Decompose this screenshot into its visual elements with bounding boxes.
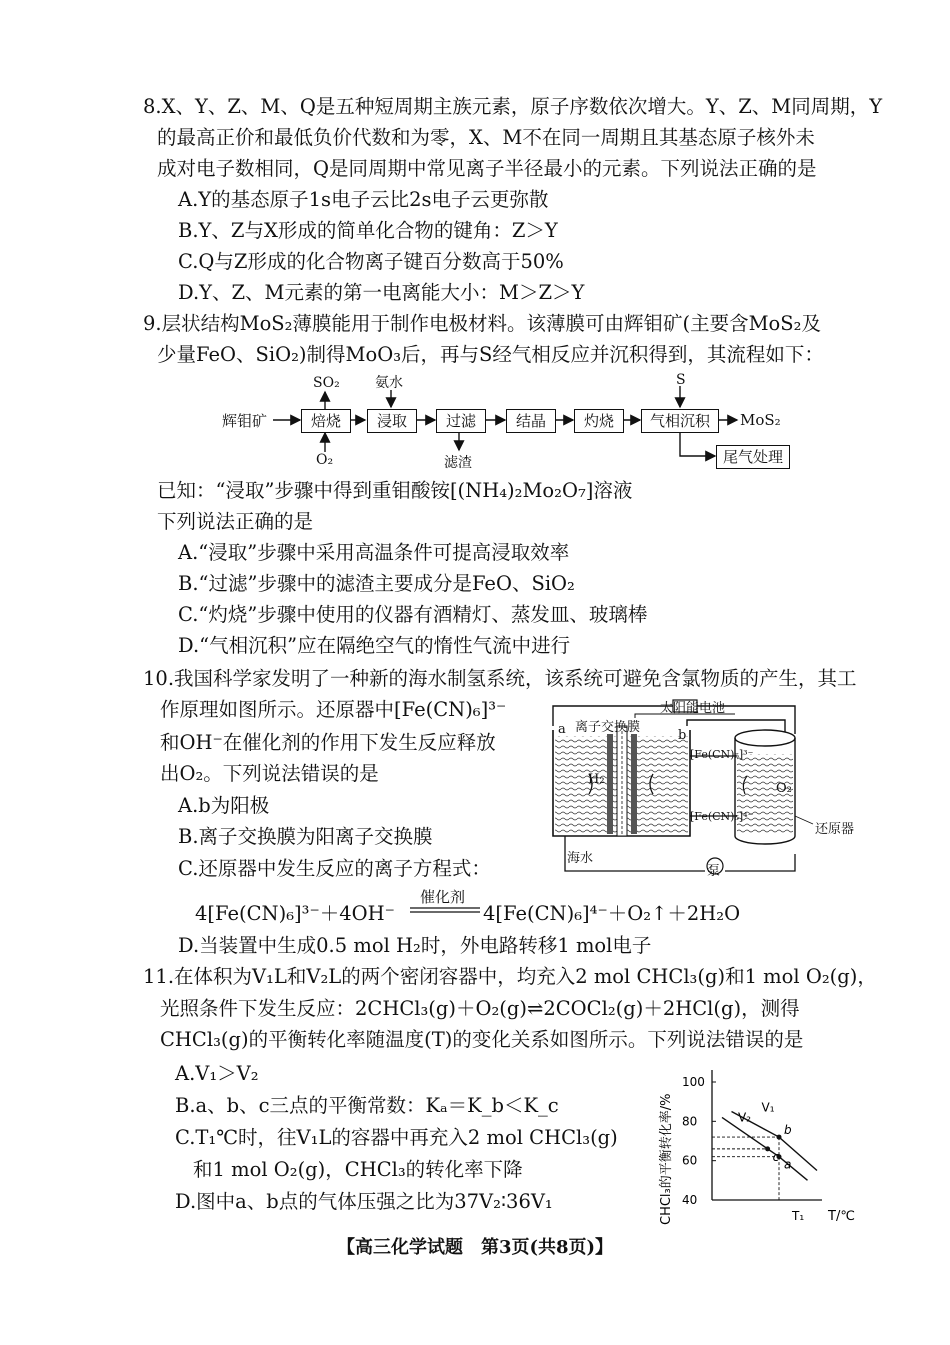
chart-y-label: CHCl₃的平衡转化率/%: [659, 1093, 674, 1225]
diagram-solar-cell: 太阳能电池: [660, 701, 726, 716]
flow-step-leach: 浸取: [367, 409, 417, 433]
q9-known: 已知：“浸取”步骤中得到重钼酸铵[(NH₄)₂Mo₂O₇]溶液: [157, 479, 633, 502]
q10-equation-left: 4[Fe(CN)₆]³⁻＋4OH⁻: [195, 902, 395, 925]
q10-stem-line-2: 作原理如图所示。还原器中[Fe(CN)₆]³⁻: [160, 698, 507, 721]
chart-y-tick-60: 60: [682, 1153, 698, 1168]
flow-step-deposition: 气相沉积: [641, 409, 719, 433]
q10-option-c: C.还原器中发生反应的离子方程式：: [178, 857, 491, 880]
chart-point-c: [765, 1146, 770, 1151]
q10-equation-catalyst: 催化剂: [420, 888, 466, 906]
diagram-h2: H₂: [588, 772, 605, 787]
diagram-fe-cn-3: [Fe(CN)₆]³⁻: [690, 748, 754, 761]
q10-option-d: D.当装置中生成0.5 mol H₂时，外电路转移1 mol电子: [178, 934, 652, 957]
q11-stem-line-3: CHCl₃(g)的平衡转化率随温度(T)的变化关系如图所示。下列说法错误的是: [160, 1028, 804, 1051]
q8-stem-line-1: 8.X、Y、Z、M、Q是五种短周期主族元素，原子序数依次增大。Y、Z、M同周期，Y: [143, 95, 883, 118]
q11-conversion-chart: [650, 1060, 865, 1230]
q8-option-c: C.Q与Z形成的化合物离子键百分数高于50%: [178, 250, 564, 273]
q9-option-b: B.“过滤”步骤中的滤渣主要成分是FeO、SiO₂: [178, 572, 575, 595]
q11-stem-line-2: 光照条件下发生反应：2CHCl₃(g)＋O₂(g)⇌2COCl₂(g)＋2HCl(g)，测得: [160, 997, 800, 1020]
q10-equation-right: 4[Fe(CN)₆]⁴⁻＋O₂↑＋2H₂O: [483, 902, 741, 925]
chart-point-label-b: b: [784, 1123, 792, 1138]
chart-point-label-a: a: [784, 1157, 792, 1172]
diagram-fe-cn-4: [Fe(CN)₆]⁴⁻: [690, 810, 754, 823]
diagram-pump: 泵: [707, 864, 721, 879]
q11-option-d: D.图中a、b点的气体压强之比为37V₂∶36V₁: [175, 1190, 553, 1213]
diagram-reducer: 还原器: [815, 822, 855, 837]
flow-o2: O₂: [316, 452, 334, 468]
q9-option-c: C.“灼烧”步骤中使用的仪器有酒精灯、蒸发皿、玻璃棒: [178, 603, 648, 626]
page-footer: 【高三化学试题 第3页(共8页)】: [336, 1237, 614, 1258]
q11-option-a: A.V₁＞V₂: [175, 1062, 259, 1085]
diagram-electrode-b: b: [678, 728, 687, 743]
flow-so2: SO₂: [313, 375, 340, 391]
diagram-o2: O₂: [776, 781, 792, 796]
q11-option-c-line-2: 和1 mol O₂(g)，CHCl₃的转化率下降: [193, 1158, 523, 1181]
chart-point-b: [777, 1135, 782, 1140]
q10-stem-line-1: 10.我国科学家发明了一种新的海水制氢系统，该系统可避免含氯物质的产生，其工: [143, 667, 857, 690]
q11-option-b: B.a、b、c三点的平衡常数：Kₐ＝K_b＜K_c: [175, 1094, 559, 1117]
q9-option-d: D.“气相沉积”应在隔绝空气的惰性气流中进行: [178, 634, 571, 657]
flow-step-calcine: 灼烧: [574, 409, 624, 433]
diagram-seawater: 海水: [567, 851, 594, 866]
flow-residue: 滤渣: [444, 455, 472, 471]
chart-series-label-2: V₂: [738, 1110, 752, 1125]
chart-point-label-c: c: [772, 1149, 780, 1164]
q8-option-d: D.Y、Z、M元素的第一电离能大小：M＞Z＞Y: [178, 281, 585, 304]
flow-ammonia: 氨水: [375, 375, 403, 391]
q10-stem-line-4: 出O₂。下列说法错误的是: [160, 762, 379, 785]
q11-option-c-line-1: C.T₁℃时，往V₁L的容器中再充入2 mol CHCl₃(g): [175, 1126, 618, 1149]
q11-stem-line-1: 11.在体积为V₁L和V₂L的两个密闭容器中，均充入2 mol CHCl₃(g)和1 mol O₂(g)，: [143, 965, 877, 988]
diagram-electrode-a: a: [558, 722, 566, 737]
q9-stem-line-2: 少量FeO、SiO₂)制得MoO₃后，再与S经气相反应并沉积得到，其流程如下：: [157, 343, 824, 366]
chart-y-tick-100: 100: [682, 1075, 705, 1089]
chart-x-label: T/℃: [828, 1209, 855, 1224]
flow-product: MoS₂: [740, 411, 781, 429]
q10-equation-arrow: [410, 905, 482, 915]
q10-option-b: B.离子交换膜为阳离子交换膜: [178, 825, 433, 848]
flow-step-filter: 过滤: [436, 409, 486, 433]
q9-ask: 下列说法正确的是: [157, 510, 314, 533]
q9-option-a: A.“浸取”步骤中采用高温条件可提高浸取效率: [178, 541, 570, 564]
flow-step-roast: 焙烧: [301, 409, 351, 433]
q8-option-b: B.Y、Z与X形成的简单化合物的键角：Z＞Y: [178, 219, 558, 242]
q10-option-a: A.b为阳极: [178, 794, 270, 817]
diagram-membrane: 离子交换膜: [575, 720, 641, 735]
q8-stem-line-3: 成对电子数相同，Q是同周期中常见离子半径最小的元素。下列说法正确的是: [157, 157, 817, 180]
flow-tail-gas: 尾气处理: [716, 445, 790, 469]
flow-sulfur: S: [676, 372, 686, 388]
chart-y-tick-80: 80: [682, 1114, 698, 1129]
flow-step-crystallize: 结晶: [506, 409, 556, 433]
q9-stem-line-1: 9.层状结构MoS₂薄膜能用于制作电极材料。该薄膜可由辉钼矿(主要含MoS₂及: [143, 312, 821, 335]
q8-stem-line-2: 的最高正价和最低负价代数和为零，X、M不在同一周期且其基态原子核外未: [157, 126, 815, 149]
q10-stem-line-3: 和OH⁻在催化剂的作用下发生反应释放: [160, 731, 496, 754]
chart-x-tick-t1: T₁: [792, 1209, 805, 1223]
flow-start-label: 辉钼矿: [222, 412, 268, 430]
chart-series-label-1: V₁: [761, 1100, 775, 1115]
chart-y-tick-40: 40: [682, 1193, 698, 1207]
q8-option-a: A.Y的基态原子1s电子云比2s电子云更弥散: [178, 188, 549, 211]
